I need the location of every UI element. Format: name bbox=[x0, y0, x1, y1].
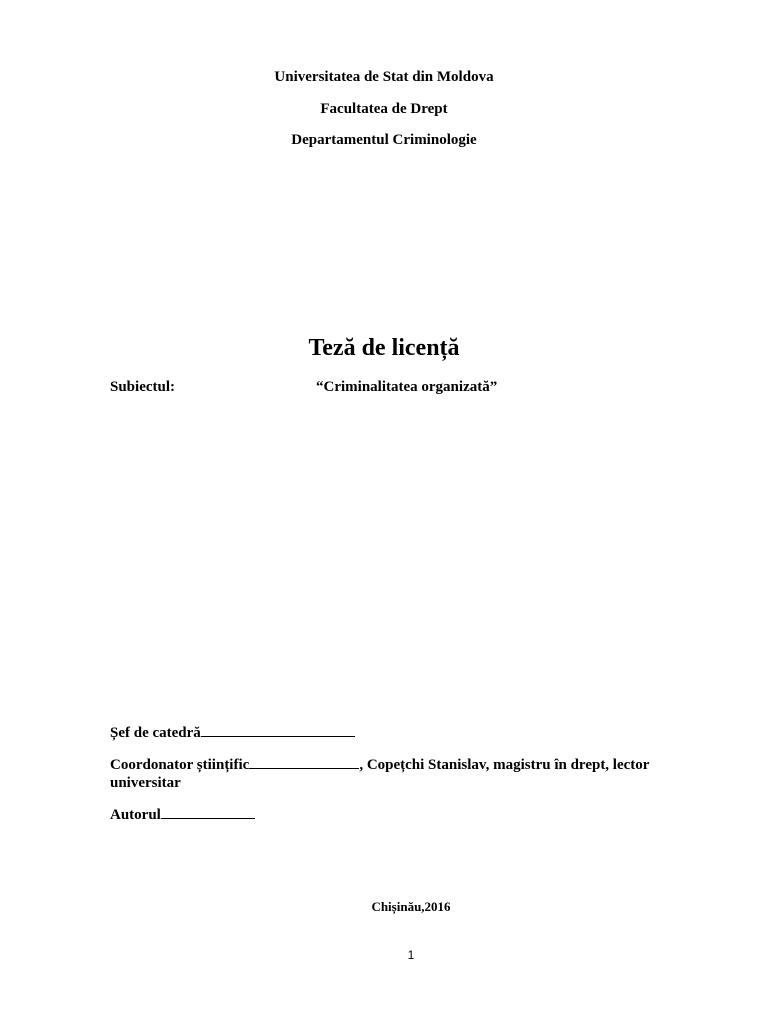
head-of-department-label: Șef de catedră bbox=[110, 725, 201, 741]
university-name: Universitatea de Stat din Moldova bbox=[274, 69, 494, 85]
coordinator-line bbox=[110, 755, 680, 792]
subject-label: Subiectul: bbox=[110, 379, 176, 395]
thesis-title: Teză de licență bbox=[308, 335, 460, 361]
coordinator-details: , Copețchi Stanislav, magistru în drept, lector universitar bbox=[110, 757, 650, 791]
author-label: Autorul bbox=[110, 807, 161, 823]
coordinator-label: Coordonator științific bbox=[110, 757, 250, 773]
author-line bbox=[110, 805, 255, 824]
author-signature-blank bbox=[161, 805, 255, 819]
subject-value: “Criminalitatea organizată” bbox=[316, 379, 498, 395]
coordinator-signature-blank bbox=[249, 755, 359, 769]
place-and-year: Chișinău,2016 bbox=[371, 899, 451, 914]
page-number: 1 bbox=[407, 948, 415, 962]
department-name: Departamentul Criminologie bbox=[291, 132, 477, 148]
faculty-name: Facultatea de Drept bbox=[320, 101, 448, 117]
head-of-department-line bbox=[110, 723, 355, 742]
head-of-department-signature-blank bbox=[201, 723, 355, 737]
